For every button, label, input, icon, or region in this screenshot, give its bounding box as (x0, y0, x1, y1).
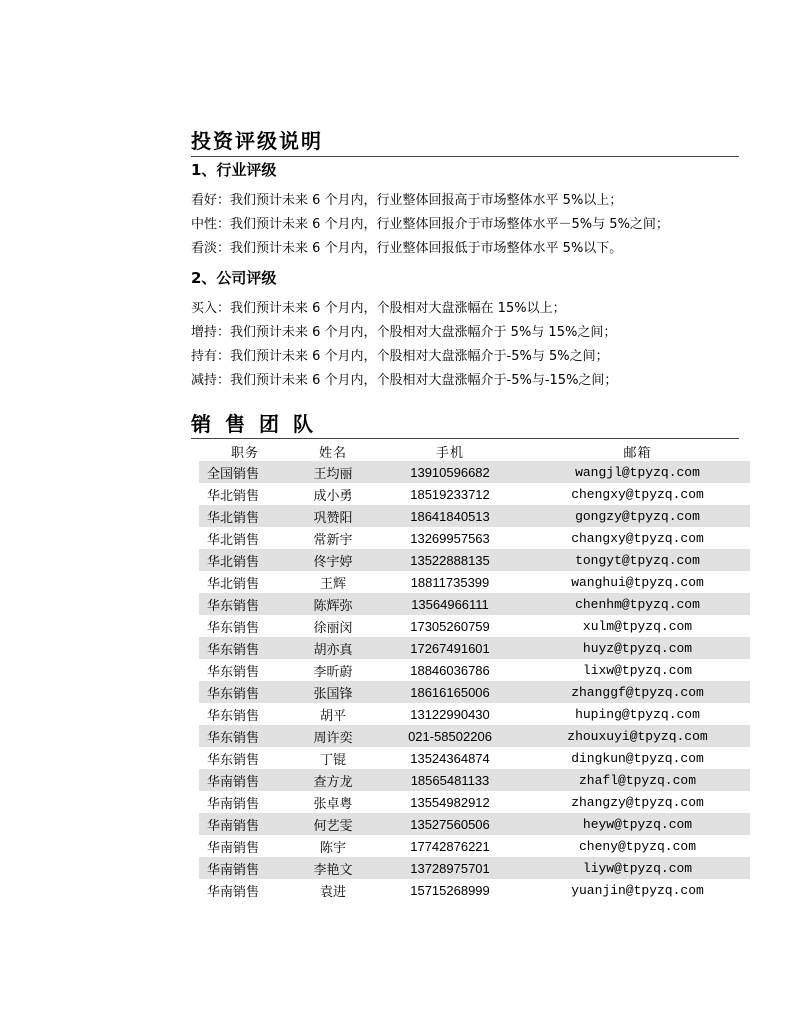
header-role: 职务 (230, 445, 259, 461)
table-row (199, 725, 750, 747)
sales-team-table (199, 441, 750, 901)
cell-name: 周许奕 (291, 725, 375, 747)
cell-email[interactable]: cheny@tpyzq.com (525, 835, 750, 857)
company-rating-title: 2、公司评级 (191, 269, 277, 287)
cell-email[interactable]: dingkun@tpyzq.com (525, 747, 750, 769)
cell-role: 华北销售 (199, 571, 291, 593)
table-header-row (199, 441, 750, 461)
cell-phone: 17267491601 (375, 637, 525, 659)
cell-name: 李昕蔚 (291, 659, 375, 681)
cell-email[interactable]: tongyt@tpyzq.com (525, 549, 750, 571)
table-row (199, 615, 750, 637)
cell-phone: 021-58502206 (375, 725, 525, 747)
cell-phone: 17305260759 (375, 615, 525, 637)
cell-role: 华南销售 (199, 791, 291, 813)
industry-rating-title: 1、行业评级 (191, 161, 277, 179)
table-row (199, 747, 750, 769)
table-row (199, 659, 750, 681)
cell-phone: 13728975701 (375, 857, 525, 879)
cell-role: 华东销售 (199, 747, 291, 769)
table-row (199, 505, 750, 527)
cell-email[interactable]: lixw@tpyzq.com (525, 659, 750, 681)
cell-role: 华南销售 (199, 835, 291, 857)
table-row (199, 703, 750, 725)
cell-email[interactable]: zhangzy@tpyzq.com (525, 791, 750, 813)
cell-role: 华南销售 (199, 769, 291, 791)
table-row (199, 835, 750, 857)
cell-phone: 13122990430 (375, 703, 525, 725)
cell-name: 常新宇 (291, 527, 375, 549)
header-phone: 手机 (435, 444, 464, 460)
cell-phone: 17742876221 (375, 835, 525, 857)
table-row (199, 461, 750, 483)
cell-role: 华北销售 (199, 527, 291, 549)
cell-name: 袁进 (291, 879, 375, 901)
cell-name: 徐丽闵 (291, 615, 375, 637)
company-rating-line: 减持：我们预计未来 6 个月内，个股相对大盘涨幅介于-5%与-15%之间； (191, 373, 618, 388)
cell-email[interactable]: zhanggf@tpyzq.com (525, 681, 750, 703)
cell-email[interactable]: huyz@tpyzq.com (525, 637, 750, 659)
cell-phone: 18616165006 (375, 681, 525, 703)
sales-team-title: 销售团队 (191, 411, 739, 439)
cell-email[interactable]: yuanjin@tpyzq.com (525, 879, 750, 901)
cell-phone: 13524364874 (375, 747, 525, 769)
cell-email[interactable]: liyw@tpyzq.com (525, 857, 750, 879)
cell-role: 华东销售 (199, 703, 291, 725)
cell-name: 丁锟 (291, 747, 375, 769)
header-name: 姓名 (318, 445, 347, 461)
header-email: 邮箱 (623, 445, 652, 461)
cell-phone: 13522888135 (375, 549, 525, 571)
cell-name: 王辉 (291, 571, 375, 593)
cell-role: 华南销售 (199, 857, 291, 879)
table-row (199, 549, 750, 571)
cell-email[interactable]: chengxy@tpyzq.com (525, 483, 750, 505)
cell-role: 华北销售 (199, 505, 291, 527)
cell-email[interactable]: wanghui@tpyzq.com (525, 571, 750, 593)
cell-name: 李艳文 (291, 857, 375, 879)
cell-role: 华东销售 (199, 725, 291, 747)
company-rating-line: 增持：我们预计未来 6 个月内，个股相对大盘涨幅介于 5%与 15%之间； (191, 325, 617, 340)
table-row (199, 879, 750, 901)
cell-name: 佟宇婷 (291, 549, 375, 571)
cell-role: 华南销售 (199, 813, 291, 835)
table-row (199, 527, 750, 549)
table-row (199, 857, 750, 879)
industry-rating-line: 中性：我们预计未来 6 个月内，行业整体回报介于市场整体水平－5%与 5%之间； (191, 217, 669, 232)
company-rating-line: 买入：我们预计未来 6 个月内，个股相对大盘涨幅在 15%以上； (191, 301, 566, 316)
table-row (199, 593, 750, 615)
cell-role: 华北销售 (199, 549, 291, 571)
cell-phone: 18811735399 (375, 571, 525, 593)
cell-email[interactable]: chenhm@tpyzq.com (525, 593, 750, 615)
cell-email[interactable]: huping@tpyzq.com (525, 703, 750, 725)
cell-name: 查方龙 (291, 769, 375, 791)
company-rating-line: 持有：我们预计未来 6 个月内，个股相对大盘涨幅介于-5%与 5%之间； (191, 349, 609, 364)
cell-name: 巩赞阳 (291, 505, 375, 527)
cell-phone: 18519233712 (375, 483, 525, 505)
cell-role: 华东销售 (199, 637, 291, 659)
cell-email[interactable]: zhafl@tpyzq.com (525, 769, 750, 791)
table-row (199, 681, 750, 703)
cell-phone: 18641840513 (375, 505, 525, 527)
cell-name: 何艺雯 (291, 813, 375, 835)
table-row (199, 571, 750, 593)
industry-rating-line: 看淡：我们预计未来 6 个月内，行业整体回报低于市场整体水平 5%以下。 (191, 241, 623, 256)
cell-role: 华东销售 (199, 681, 291, 703)
cell-email[interactable]: xulm@tpyzq.com (525, 615, 750, 637)
cell-email[interactable]: zhouxuyi@tpyzq.com (525, 725, 750, 747)
table-row (199, 813, 750, 835)
cell-role: 华东销售 (199, 593, 291, 615)
cell-name: 王均丽 (291, 461, 375, 483)
cell-name: 胡平 (291, 703, 375, 725)
table-row (199, 769, 750, 791)
cell-phone: 13527560506 (375, 813, 525, 835)
cell-email[interactable]: wangjl@tpyzq.com (525, 461, 750, 483)
cell-phone: 13269957563 (375, 527, 525, 549)
industry-rating-line: 看好：我们预计未来 6 个月内，行业整体回报高于市场整体水平 5%以上； (191, 193, 623, 208)
cell-phone: 18846036786 (375, 659, 525, 681)
cell-phone: 13910596682 (375, 461, 525, 483)
table-row (199, 483, 750, 505)
cell-phone: 15715268999 (375, 879, 525, 901)
cell-role: 华东销售 (199, 615, 291, 637)
cell-name: 张卓粤 (291, 791, 375, 813)
cell-name: 陈辉弥 (291, 593, 375, 615)
table-row (199, 791, 750, 813)
cell-phone: 13564966111 (375, 593, 525, 615)
table-row (199, 637, 750, 659)
table-body (199, 461, 750, 901)
cell-phone: 18565481133 (375, 769, 525, 791)
cell-name: 张国锋 (291, 681, 375, 703)
cell-role: 华东销售 (199, 659, 291, 681)
cell-name: 成小勇 (291, 483, 375, 505)
cell-name: 陈宇 (291, 835, 375, 857)
cell-phone: 13554982912 (375, 791, 525, 813)
cell-role: 华南销售 (199, 879, 291, 901)
rating-section-title: 投资评级说明 (191, 128, 739, 157)
cell-role: 华北销售 (199, 483, 291, 505)
cell-email[interactable]: gongzy@tpyzq.com (525, 505, 750, 527)
cell-name: 胡亦真 (291, 637, 375, 659)
cell-email[interactable]: changxy@tpyzq.com (525, 527, 750, 549)
cell-email[interactable]: heyw@tpyzq.com (525, 813, 750, 835)
cell-role: 全国销售 (199, 461, 291, 483)
